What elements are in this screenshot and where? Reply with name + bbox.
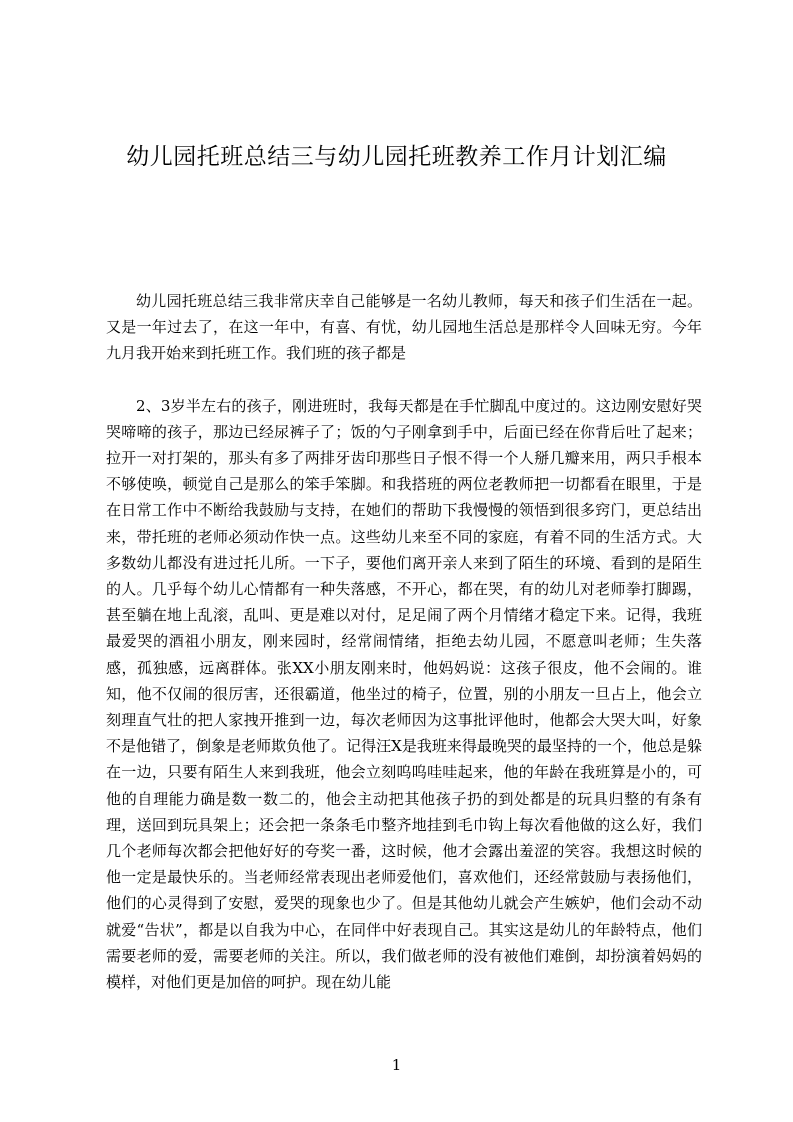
- document-body: [106, 288, 702, 995]
- document-title: 幼儿园托班总结三与幼儿园托班教养工作月计划汇编: [126, 144, 667, 170]
- page-number: 1: [391, 1056, 402, 1074]
- paragraph-2: 2、3岁半左右的孩子，刚进班时，我每天都是在手忙脚乱中度过的。这边刚安慰好哭哭啼啼的孩子，那边已经尿裤子了；饭的勺子刚拿到手中，后面已经在你背后吐了起来；拉开一对打架的，那头有多了两排牙齿印那些日子恨不得一个人掰几瓣来用，两只手根本不够使唤，顿觉自己是那么的笨手笨脚。和我搭班的两位老教师把一切都看在眼里，于是在日常工作中不断给我鼓励与支持，在她们的帮助下我慢慢的领悟到很多窍门，更总结出来，带托班的老师必须动作快一点。这些幼儿来至不同的家庭，有着不同的生活方式。大多数幼儿都没有进过托儿所。一下子，要他们离开亲人来到了陌生的环境、看到的是陌生的人。几乎每个幼儿心情都有一种失落感，不开心，都在哭，有的幼儿对老师拳打脚踢，甚至躺在地上乱滚，乱叫、更是难以对付，足足闹了两个月情绪才稳定下来。记得，我班最爱哭的酒祖小朋友，刚来园时，经常闹情绪，拒绝去幼儿园，不愿意叫老师；生失落感，孤独感，远离群体。张XX小朋友刚来时，他妈妈说：这孩子很皮，他不会闹的。谁知，他不仅闹的很厉害，还很霸道，他坐过的椅子，位置，别的小朋友一旦占上，他会立刻理直气壮的把人家拽开推到一边，每次老师因为这事批评他时，他都会大哭大叫，好象不是他错了，倒象是老师欺负他了。记得汪X是我班来得最晚哭的最坚持的一个，他总是躲在一边，只要有陌生人来到我班，他会立刻呜呜哇哇起来，他的年龄在我班算是小的，可他的自理能力确是数一数二的，他会主动把其他孩子扔的到处都是的玩具归整的有条有理，送回到玩具架上；还会把一条条毛巾整齐地挂到毛巾钩上每次看他做的这么好，我们几个老师每次都会把他好好的夸奖一番，这时候，他才会露出羞涩的笑容。我想这时候的他一定是最快乐的。当老师经常表现出老师爱他们，喜欢他们，还经常鼓励与表扬他们，他们的心灵得到了安慰，爱哭的现象也少了。但是其他幼儿就会产生嫉妒，他们会动不动就爱“告状”，都是以自我为中心，在同伴中好表现自己。其实这是幼儿的年龄特点，他们需要老师的爱，需要老师的关注。所以，我们做老师的没有被他们难倒，却扮演着妈妈的模样，对他们更是加倍的呵护。现在幼儿能: [106, 396, 702, 992]
- paragraph-1: 幼儿园托班总结三我非常庆幸自己能够是一名幼儿教师，每天和孩子们生活在一起。又是一年过去了，在这一年中，有喜、有忧，幼儿园地生活总是那样令人回味无穷。今年九月我开始来到托班工作。我们班的孩子都是: [106, 292, 702, 363]
